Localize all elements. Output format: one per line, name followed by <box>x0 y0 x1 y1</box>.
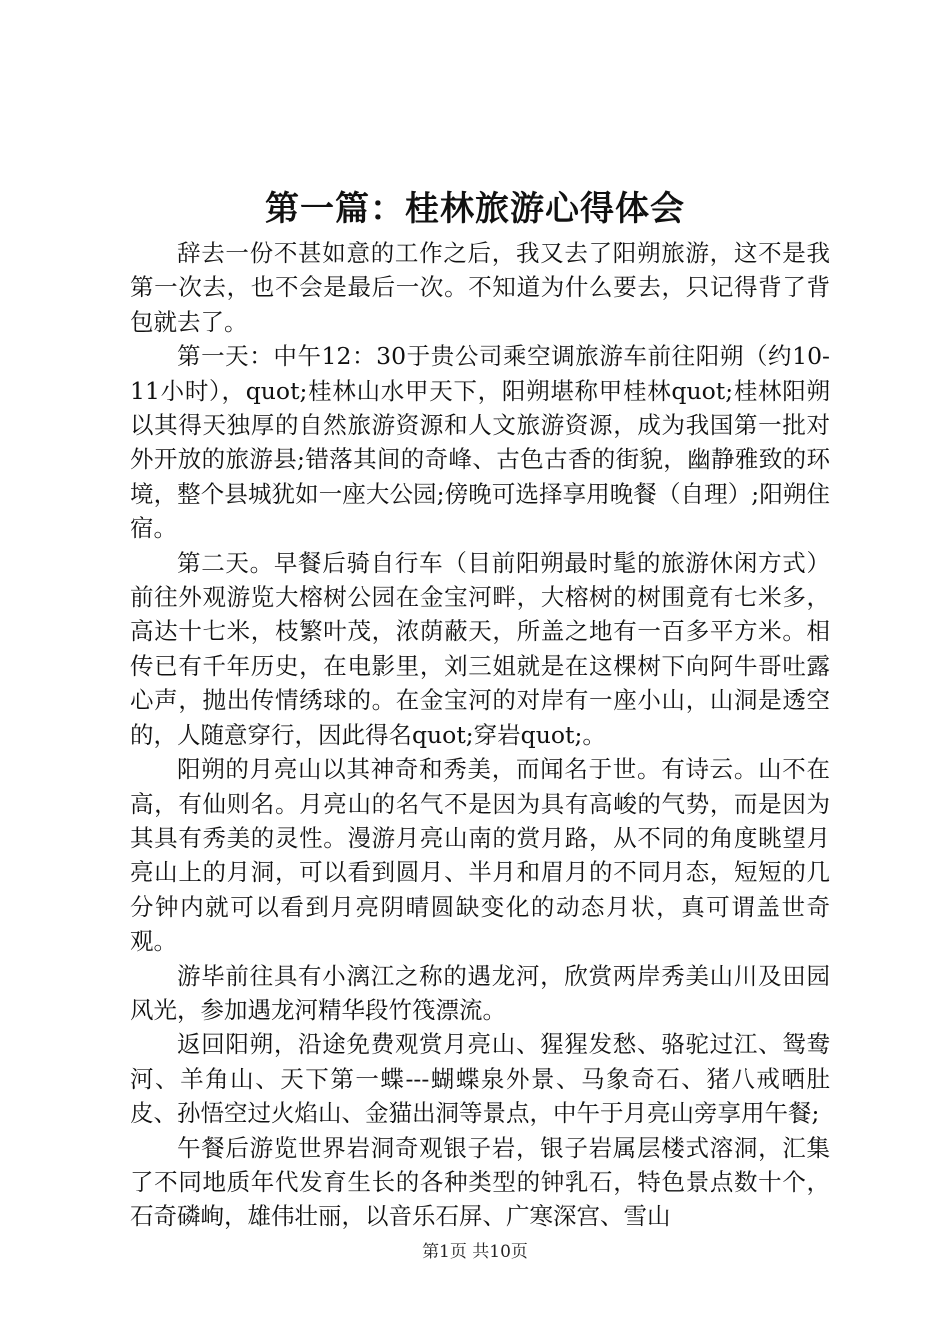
document-body <box>130 236 830 1234</box>
paragraph: 游毕前往具有小漓江之称的遇龙河，欣赏两岸秀美山川及田园风光，参加遇龙河精华段竹筏漂流。 <box>130 961 830 1024</box>
paragraph: 辞去一份不甚如意的工作之后，我又去了阳朔旅游，这不是我第一次去，也不会是最后一次。不知道为什么要去，只记得背了背包就去了。 <box>130 239 830 336</box>
document-title: 第一篇：桂林旅游心得体会 <box>265 189 685 229</box>
paragraph: 第二天。早餐后骑自行车（目前阳朔最时髦的旅游休闲方式）前往外观游览大榕树公园在金宝河畔，大榕树的树围竟有七米多，高达十七米，枝繁叶茂，浓荫蔽天，所盖之地有一百多平方米。相传已有千年历史，在电影里，刘三姐就是在这棵树下向阿牛哥吐露心声，抛出传情绣球的。在金宝河的对岸有一座小山，山洞是透空的，人随意穿行，因此得名quot;穿岩quot;。 <box>130 548 830 749</box>
paragraph: 第一天：中午12：30于贵公司乘空调旅游车前往阳朔（约10-11小时），quot;桂林山水甲天下，阳朔堪称甲桂林quot;桂林阳朔以其得天独厚的自然旅游资源和人文旅游资源，成为我国第一批对外开放的旅游县;错落其间的奇峰、古色古香的街貌，幽静雅致的环境，整个县城犹如一座大公园;傍晚可选择享用晚餐（自理）;阳朔住宿。 <box>130 342 830 543</box>
paragraph: 阳朔的月亮山以其神奇和秀美，而闻名于世。有诗云。山不在高，有仙则名。月亮山的名气不是因为具有高峻的气势，而是因为其具有秀美的灵性。漫游月亮山南的赏月路，从不同的角度眺望月亮山上的月洞，可以看到圆月、半月和眉月的不同月态，短短的几分钟内就可以看到月亮阴晴圆缺变化的动态月状，真可谓盖世奇观。 <box>130 755 830 956</box>
paragraph: 返回阳朔，沿途免费观赏月亮山、猩猩发愁、骆驼过江、鸳鸯河、羊角山、天下第一蝶---蝴蝶泉外景、马象奇石、猪八戒晒肚皮、孙悟空过火焰山、金猫出洞等景点，中午于月亮山旁享用午餐; <box>130 1030 830 1128</box>
paragraph: 午餐后游览世界岩洞奇观银子岩，银子岩属层楼式溶洞，汇集了不同地质年代发育生长的各种类型的钟乳石，特色景点数十个，石奇磷峋，雄伟壮丽，以音乐石屏、广寒深宫、雪山 <box>130 1133 830 1231</box>
page-number-footer: 第1页 共10页 <box>422 1242 528 1262</box>
